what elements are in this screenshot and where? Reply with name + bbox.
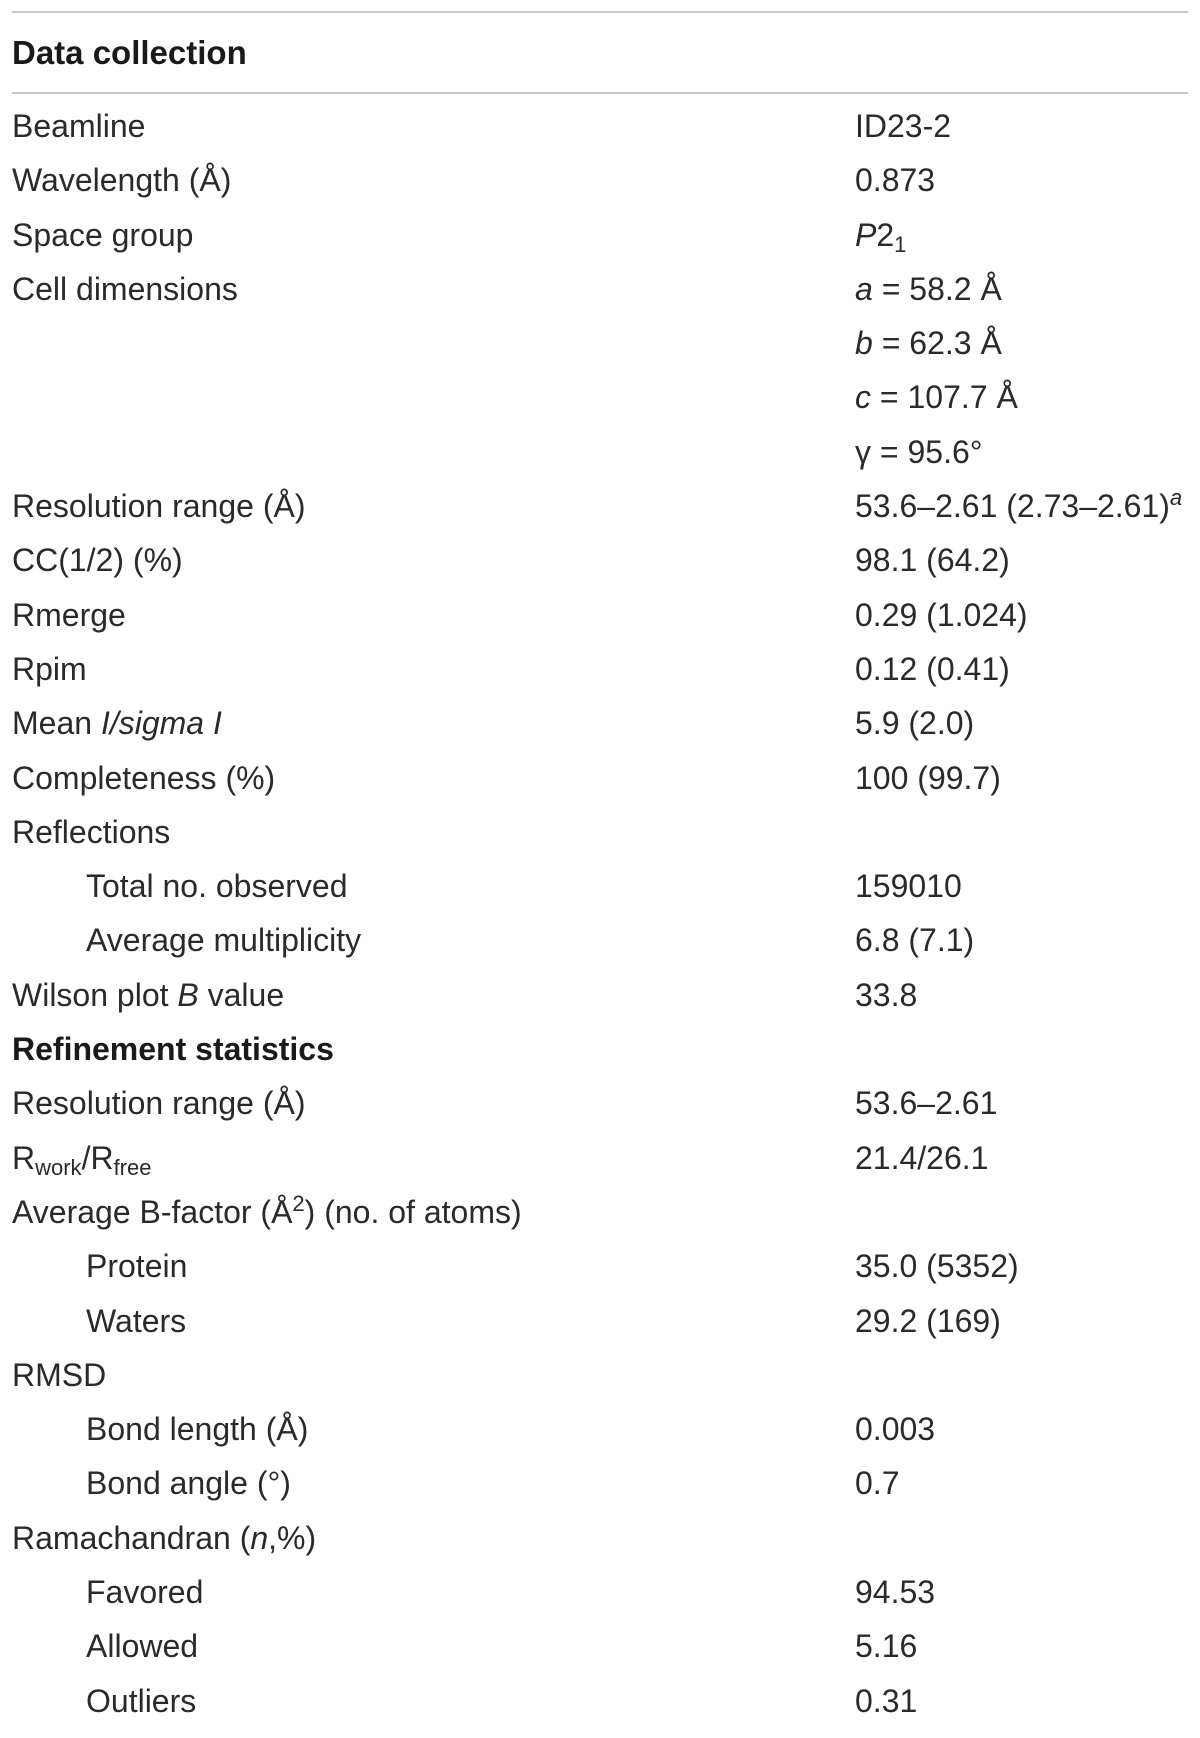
label-text: R bbox=[12, 1139, 36, 1176]
label-text: Mean bbox=[12, 705, 101, 742]
table-row bbox=[0, 1674, 1200, 1728]
label-text: Ramachandran ( bbox=[12, 1519, 251, 1556]
table-row bbox=[0, 1239, 1200, 1293]
table-row bbox=[0, 1185, 1200, 1239]
row-label bbox=[12, 696, 222, 750]
row-label: Completeness (%) bbox=[12, 759, 276, 796]
label-text-after: value bbox=[198, 976, 285, 1013]
table-row bbox=[0, 1456, 1200, 1510]
row-value: γ = 95.6° bbox=[855, 433, 983, 470]
row-value: 6.8 (7.1) bbox=[855, 922, 975, 959]
row-value: 0.7 bbox=[855, 1465, 900, 1502]
label-text-after: ,%) bbox=[268, 1519, 317, 1556]
table-row bbox=[0, 1565, 1200, 1619]
row-value bbox=[855, 479, 1182, 533]
row-value: 35.0 (5352) bbox=[855, 1248, 1019, 1285]
value-text: = 62.3 Å bbox=[872, 325, 1002, 362]
value-italic: P bbox=[855, 216, 877, 253]
value-text: 2 bbox=[876, 216, 895, 253]
table-row bbox=[0, 1402, 1200, 1456]
header-rule bbox=[12, 92, 1188, 94]
value-subscript: 1 bbox=[894, 231, 907, 257]
table-row bbox=[0, 425, 1200, 479]
row-label: Protein bbox=[86, 1248, 188, 1285]
row-label: Space group bbox=[12, 216, 194, 253]
table-row bbox=[0, 1022, 1200, 1076]
table-row bbox=[0, 913, 1200, 967]
row-label: Cell dimensions bbox=[12, 270, 238, 307]
row-label bbox=[12, 1131, 151, 1185]
table-row bbox=[0, 968, 1200, 1022]
row-label: Bond length (Å) bbox=[86, 1411, 309, 1448]
table-body bbox=[0, 99, 1200, 1728]
table-row bbox=[0, 99, 1200, 153]
value-text: = 107.7 Å bbox=[871, 379, 1018, 416]
row-label: Average multiplicity bbox=[86, 922, 362, 959]
label-text: Average B-factor (Å bbox=[12, 1193, 293, 1230]
label-text-after: ) (no. of atoms) bbox=[304, 1193, 522, 1230]
row-label: CC(1/2) (%) bbox=[12, 542, 183, 579]
row-value: ID23-2 bbox=[855, 108, 952, 144]
row-value: 0.12 (0.41) bbox=[855, 650, 1010, 687]
row-value: 53.6–2.61 bbox=[855, 1085, 998, 1122]
row-value bbox=[855, 370, 1018, 424]
row-label: Outliers bbox=[86, 1682, 197, 1719]
row-value: 0.29 (1.024) bbox=[855, 596, 1028, 633]
table-row bbox=[0, 1131, 1200, 1185]
value-italic: a bbox=[855, 270, 873, 307]
row-label: Bond angle (°) bbox=[86, 1465, 291, 1502]
row-label: Rpim bbox=[12, 650, 87, 687]
row-value: 100 (99.7) bbox=[855, 759, 1001, 796]
label-text: Wilson plot bbox=[12, 976, 178, 1013]
table-row bbox=[0, 642, 1200, 696]
statistics-table bbox=[0, 11, 1200, 1728]
section-title-refinement: Refinement statistics bbox=[12, 1031, 334, 1068]
row-value bbox=[855, 208, 906, 262]
table-row bbox=[0, 588, 1200, 642]
row-value: 159010 bbox=[855, 868, 962, 905]
label-subscript: free bbox=[113, 1154, 152, 1180]
row-value bbox=[855, 316, 1002, 370]
table-row bbox=[0, 805, 1200, 859]
row-label: Total no. observed bbox=[86, 868, 348, 905]
label-superscript: 2 bbox=[292, 1190, 305, 1216]
table-row bbox=[0, 533, 1200, 587]
label-italic: n bbox=[250, 1519, 269, 1556]
row-label: Allowed bbox=[86, 1628, 199, 1665]
label-subscript: work bbox=[35, 1154, 82, 1180]
row-label: Wavelength (Å) bbox=[12, 162, 232, 199]
row-value: 94.53 bbox=[855, 1574, 936, 1611]
table-row bbox=[0, 153, 1200, 207]
table-row bbox=[0, 316, 1200, 370]
row-value: 5.16 bbox=[855, 1628, 918, 1665]
row-label bbox=[12, 968, 284, 1022]
row-label: Resolution range (Å) bbox=[12, 1085, 306, 1122]
row-value: 0.003 bbox=[855, 1411, 936, 1448]
footnote-marker bbox=[1170, 485, 1182, 510]
row-value: 5.9 (2.0) bbox=[855, 705, 975, 742]
row-value: 21.4/26.1 bbox=[855, 1139, 989, 1176]
label-italic: B bbox=[177, 976, 199, 1013]
value-italic: c bbox=[855, 379, 871, 416]
table-row bbox=[0, 1294, 1200, 1348]
table-row bbox=[0, 751, 1200, 805]
row-label: Rmerge bbox=[12, 596, 126, 633]
table-row bbox=[0, 262, 1200, 316]
table-row bbox=[0, 370, 1200, 424]
table-row bbox=[0, 479, 1200, 533]
row-value: 33.8 bbox=[855, 976, 918, 1013]
value-italic: b bbox=[855, 325, 873, 362]
label-italic: I/sigma I bbox=[100, 705, 222, 742]
table-row bbox=[0, 1619, 1200, 1673]
value-text: 53.6–2.61 (2.73–2.61) bbox=[855, 488, 1170, 525]
table-header bbox=[0, 13, 1200, 92]
table-row bbox=[0, 208, 1200, 262]
row-value: 29.2 (169) bbox=[855, 1302, 1001, 1339]
row-value: 0.31 bbox=[855, 1682, 918, 1719]
row-label: Favored bbox=[86, 1574, 204, 1611]
table-row bbox=[0, 1511, 1200, 1565]
row-label: Reflections bbox=[12, 813, 171, 850]
table-row bbox=[0, 1348, 1200, 1402]
table-row bbox=[0, 696, 1200, 750]
section-title-data-collection: Data collection bbox=[12, 33, 247, 71]
label-text: /R bbox=[81, 1139, 114, 1176]
row-value: 0.873 bbox=[855, 162, 936, 199]
value-text: = 58.2 Å bbox=[872, 270, 1002, 307]
row-label: Waters bbox=[86, 1302, 187, 1339]
footnote-marker-text: a bbox=[1169, 485, 1183, 511]
row-label: RMSD bbox=[12, 1356, 107, 1393]
row-label: Beamline bbox=[12, 108, 146, 144]
table-row bbox=[0, 859, 1200, 913]
row-label bbox=[12, 1511, 316, 1565]
table-row bbox=[0, 1076, 1200, 1130]
row-value: 98.1 (64.2) bbox=[855, 542, 1010, 579]
row-label bbox=[12, 1185, 522, 1239]
row-value bbox=[855, 262, 1002, 316]
row-label: Resolution range (Å) bbox=[12, 488, 306, 525]
